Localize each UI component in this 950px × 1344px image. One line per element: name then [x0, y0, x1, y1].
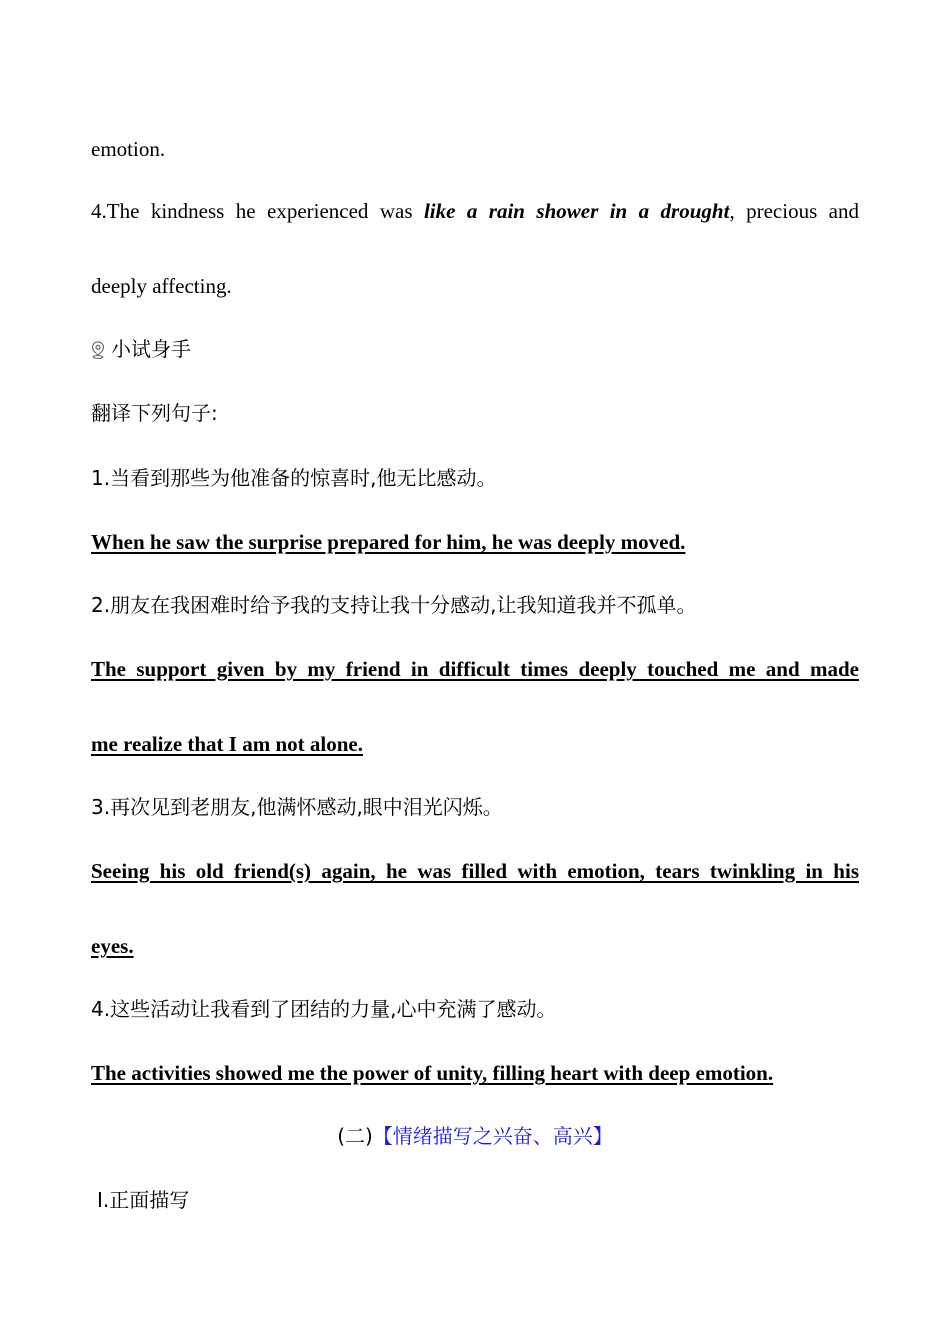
question-3-answer: Seeing his old friend(s) again, he was filled with emotion, tears twinkling in his	[91, 859, 859, 883]
location-pin-icon	[91, 337, 105, 367]
question-4-answer: The activities showed me the power of unity, filling heart with deep emotion.	[91, 1061, 774, 1085]
simile-emphasis: like a rain shower in a drought	[423, 199, 730, 223]
question-4-prompt: 4.这些活动让我看到了团结的力量,心中充满了感动。	[91, 997, 557, 1021]
subheading-positive-description: Ⅰ.正面描写	[97, 1188, 190, 1212]
section-title: 小试身手	[91, 334, 859, 367]
question-3-prompt: 3.再次见到老朋友,他满怀感动,眼中泪光闪烁。	[91, 795, 503, 819]
section-heading-2: (二)【情绪描写之兴奋、高兴】	[337, 1124, 613, 1148]
heading-2-title: 【情绪描写之兴奋、高兴】	[372, 1124, 613, 1148]
question-1-prompt: 1.当看到那些为他准备的惊喜时,他无比感动。	[91, 466, 497, 490]
question-2-answer-continuation: me realize that I am not alone.	[91, 732, 363, 756]
example-sentence-4: 4.The kindness he experienced was like a rain shower in a drought, precious and	[91, 199, 860, 223]
question-2-answer: The support given by my friend in difficult times deeply touched me and made	[91, 657, 859, 681]
question-3-answer-continuation: eyes.	[91, 934, 134, 958]
question-2-prompt: 2.朋友在我困难时给予我的支持让我十分感动,让我知道我并不孤单。	[91, 593, 697, 617]
paragraph-continuation: emotion.	[91, 137, 166, 161]
example-sentence-4-continuation: deeply affecting.	[91, 274, 232, 298]
instruction: 翻译下列句子:	[91, 401, 218, 425]
question-1-answer: When he saw the surprise prepared for him, he was deeply moved.	[91, 530, 686, 554]
